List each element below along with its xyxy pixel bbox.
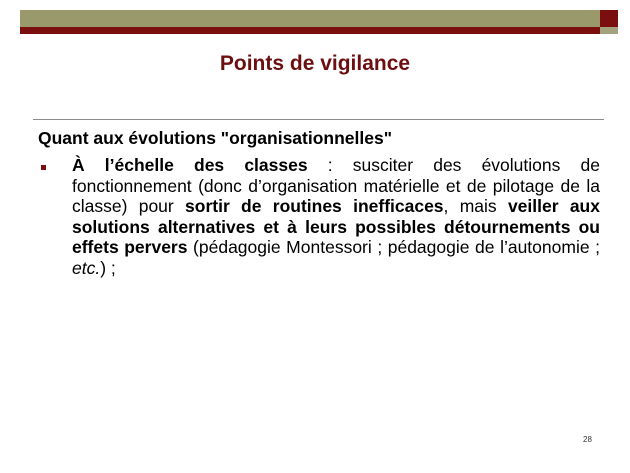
header-band-bottom: [20, 27, 600, 34]
bullet-emphasis: veiller aux solutions alternatives et à leurs possibles détournements ou effets pervers: [72, 196, 600, 257]
section-subtitle: Quant aux évolutions "organisationnelles": [38, 128, 393, 148]
bullet-text-part: , mais: [443, 196, 508, 216]
header-corner-dark: [600, 10, 618, 27]
header-corner-light: [600, 27, 618, 34]
bullet-square-icon: [41, 165, 46, 170]
page-number: 28: [583, 435, 592, 444]
bullet-text-part: ) ;: [100, 257, 116, 278]
bullet-emphasis: sortir de routines inefficaces: [185, 196, 444, 216]
slide-title: Points de vigilance: [219, 52, 411, 75]
bullet-lead: À l’échelle des classes: [72, 155, 308, 175]
bullet-text-part: (pédagogie Montessori ; pédagogie de l’autonomie ;: [187, 237, 600, 257]
bullet-text-part: : susciter des évolutions de fonctionnement (donc d’organisation matérielle et de pilotage de la classe) pour: [72, 155, 600, 216]
bullet-italic: etc.: [72, 257, 101, 278]
divider-line: [33, 119, 604, 120]
header-band-top: [20, 10, 600, 27]
bullet-text: [72, 155, 600, 278]
